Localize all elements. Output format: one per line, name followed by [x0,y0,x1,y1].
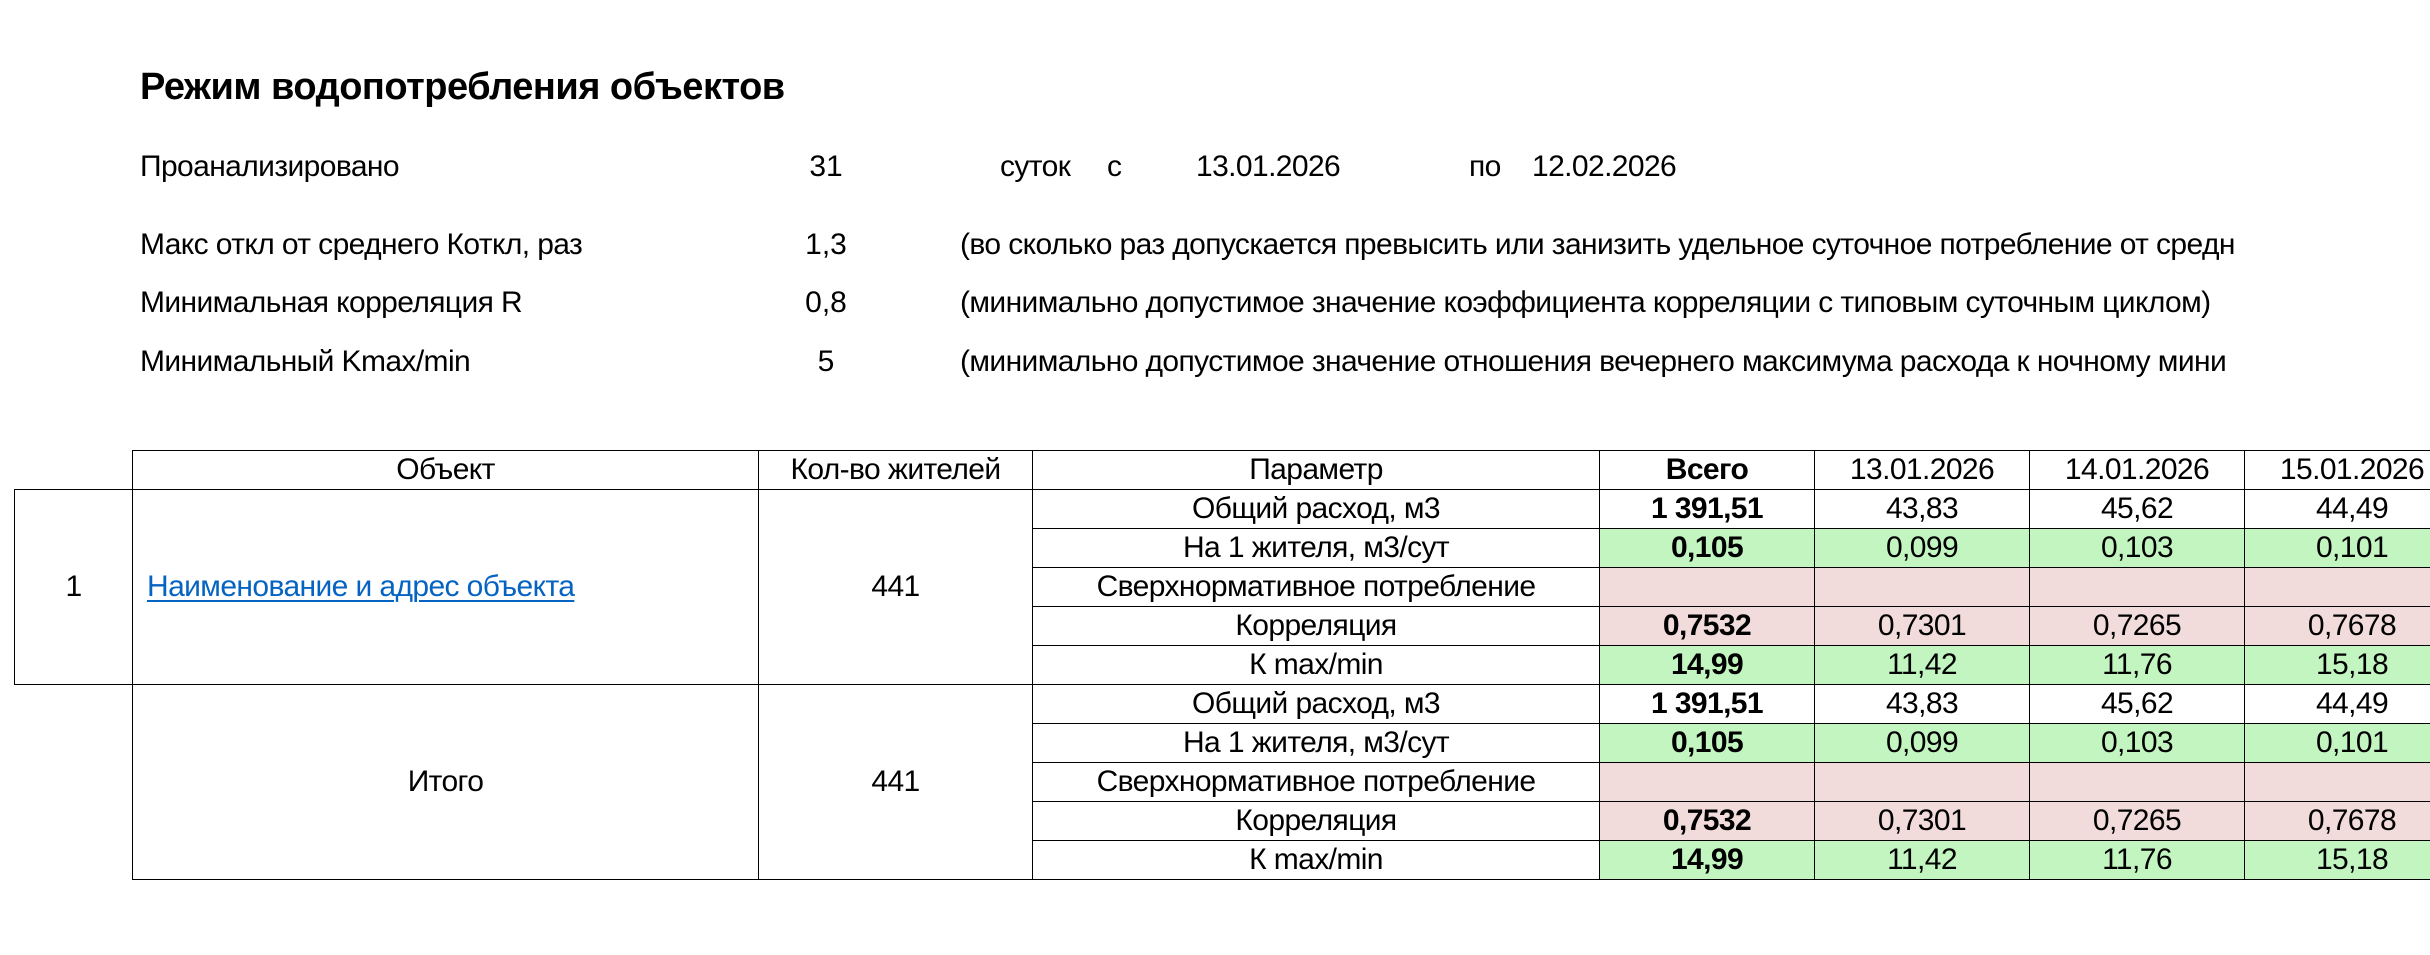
value-day: 0,103 [2029,723,2245,763]
value-day: 15,18 [2244,840,2430,880]
value-day: 44,49 [2244,489,2430,529]
value-day: 44,49 [2244,684,2430,724]
value-day [2029,762,2245,802]
value-day: 11,42 [1814,645,2030,685]
header-parameter: Параметр [1032,450,1600,490]
value-total: 0,105 [1599,723,1815,763]
total-residents: 441 [758,684,1033,880]
value-day: 0,103 [2029,528,2245,568]
to-label: по [1469,150,1501,183]
date-from: 13.01.2026 [1196,150,1341,183]
param-name: Общий расход, м3 [1032,684,1600,724]
value-day: 45,62 [2029,489,2245,529]
object-name-cell [132,489,759,685]
value-day: 0,7265 [2029,801,2245,841]
value-day: 0,7301 [1814,606,2030,646]
param-desc-kmaxmin: (минимально допустимое значение отношения вечернего максимума расхода к ночному мини [960,345,2227,378]
total-label: Итого [132,684,759,880]
param-label-kmaxmin: Минимальный Kmax/min [140,345,471,378]
from-label: с [1107,150,1122,183]
value-day [1814,762,2030,802]
value-total: 0,7532 [1599,606,1815,646]
header-total: Всего [1599,450,1815,490]
value-day: 43,83 [1814,684,2030,724]
value-day: 43,83 [1814,489,2030,529]
param-name: На 1 жителя, м3/сут [1032,723,1600,763]
param-name: Сверхнормативное потребление [1032,567,1600,607]
header-object: Объект [132,450,759,490]
value-day: 0,101 [2244,723,2430,763]
value-day: 45,62 [2029,684,2245,724]
value-total: 14,99 [1599,645,1815,685]
value-day: 0,7301 [1814,801,2030,841]
param-name: К max/min [1032,840,1600,880]
value-day [1814,567,2030,607]
value-day: 15,18 [2244,645,2430,685]
value-total: 0,7532 [1599,801,1815,841]
param-label-deviation: Макс откл от среднего Коткл, раз [140,228,583,261]
value-day [2029,567,2245,607]
days-label: суток [1000,150,1071,183]
param-name: Общий расход, м3 [1032,489,1600,529]
value-total [1599,762,1815,802]
date-to: 12.02.2026 [1532,150,1677,183]
value-total [1599,567,1815,607]
value-total: 1 391,51 [1599,684,1815,724]
value-total: 14,99 [1599,840,1815,880]
analyzed-days-value: 31 [809,150,843,183]
param-label-correlation: Минимальная корреляция R [140,286,523,319]
value-day: 0,099 [1814,528,2030,568]
value-day: 11,42 [1814,840,2030,880]
value-day: 11,76 [2029,645,2245,685]
value-day [2244,567,2430,607]
value-day: 0,7678 [2244,606,2430,646]
header-date-2: 14.01.2026 [2029,450,2245,490]
param-name: Корреляция [1032,606,1600,646]
param-value-kmaxmin: 5 [817,345,835,378]
value-day: 11,76 [2029,840,2245,880]
row-index: 1 [14,489,133,685]
param-desc-correlation: (минимально допустимое значение коэффициента корреляции с типовым суточным циклом) [960,286,2211,319]
value-total: 1 391,51 [1599,489,1815,529]
value-day: 0,101 [2244,528,2430,568]
param-name: К max/min [1032,645,1600,685]
object-name-link[interactable]: Наименование и адрес объекта [147,570,575,603]
param-value-deviation: 1,3 [805,228,847,261]
value-day: 0,7265 [2029,606,2245,646]
analyzed-label: Проанализировано [140,150,399,183]
param-name: Сверхнормативное потребление [1032,762,1600,802]
value-day [2244,762,2430,802]
header-date-3: 15.01.2026 [2244,450,2430,490]
param-value-correlation: 0,8 [805,286,847,319]
header-residents: Кол-во жителей [758,450,1033,490]
value-total: 0,105 [1599,528,1815,568]
header-date-1: 13.01.2026 [1814,450,2030,490]
param-name: Корреляция [1032,801,1600,841]
object-residents: 441 [758,489,1033,685]
value-day: 0,7678 [2244,801,2430,841]
page-title: Режим водопотребления объектов [140,66,785,108]
param-desc-deviation: (во сколько раз допускается превысить или занизить удельное суточное потребление от средн [960,228,2235,261]
param-name: На 1 жителя, м3/сут [1032,528,1600,568]
value-day: 0,099 [1814,723,2030,763]
